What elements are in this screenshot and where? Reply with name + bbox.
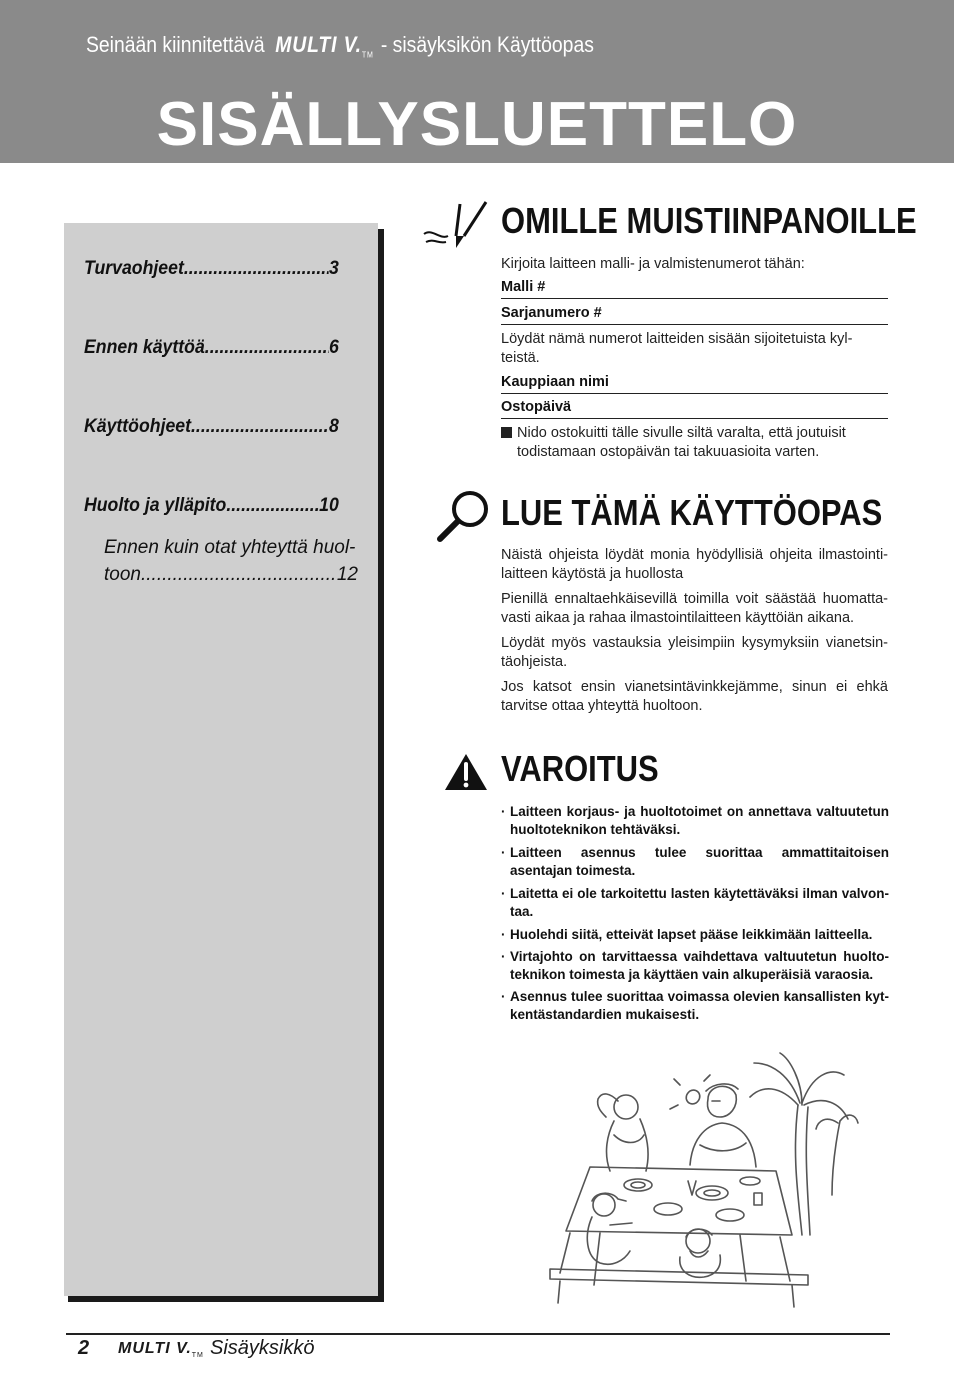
toc-entry-title: Ennen käyttöä [84, 337, 205, 358]
bullet: · [501, 949, 506, 964]
toc-leader [205, 337, 329, 359]
magnifier-icon [434, 488, 492, 544]
toc-entry-page: 6 [328, 337, 339, 358]
dealer-name-field[interactable]: Kauppiaan nimi [501, 374, 888, 394]
warning-item [501, 885, 889, 921]
warning-heading: VAROITUS [501, 748, 659, 789]
bullet: · [501, 804, 506, 819]
toc-subentry-page: 12 [336, 564, 358, 585]
toc-entry-title: Käyttöohjeet [84, 416, 192, 437]
warning-item-text: Laitetta ei ole tarkoitettu lasten käytettäväksi ilman valvon-taa. [510, 886, 889, 919]
number-location-text: Löydät nämä numerot laitteiden sisään sijoitetuista kyl-teistä. [501, 331, 853, 366]
read-paragraph: Pienillä ennaltaehkäisevillä toimilla voit säästää huomatta-vasti aikaa ja rahaa ilmastointilaitteen käyttöiän aikana. [501, 591, 888, 626]
page-number: 2 [78, 1337, 90, 1359]
page-title: SISÄLLYSLUETTELO [156, 90, 798, 159]
toc-entry-title: Turvaohjeet [84, 258, 184, 279]
pen-writing-icon [420, 196, 492, 252]
toc-panel [64, 223, 378, 1296]
subtitle-post: - sisäyksikön Käyttöopas [380, 32, 594, 57]
notes-intro: Kirjoita laitteen malli- ja valmistenumerot tähän: [501, 256, 805, 272]
header-band [0, 0, 954, 163]
read-paragraph: Näistä ohjeista löydät monia hyödyllisiä ohjeita ilmastointi-laitteen käytöstä ja huollosta [501, 547, 888, 582]
square-bullet-icon [501, 427, 512, 438]
purchase-date-field[interactable]: Ostopäivä [501, 399, 888, 419]
model-number-field[interactable]: Malli # [501, 279, 888, 299]
warning-item-text: Huolehdi siitä, etteivät lapset pääse leikkimään laitteella. [510, 927, 873, 942]
toc-entry-operation[interactable] [84, 416, 339, 438]
subtitle-pre: Seinään kiinnitettävä [86, 32, 265, 57]
toc-entry-safety[interactable] [84, 258, 339, 280]
bullet: · [501, 989, 506, 1004]
footer-rule [66, 1333, 890, 1335]
document-subtitle [86, 32, 594, 59]
notes-heading: OMILLE MUISTIINPANOILLE [501, 200, 917, 241]
serial-number-field[interactable]: Sarjanumero # [501, 305, 888, 325]
multi-v-logo [275, 32, 374, 60]
footer-section-label: Sisäyksikkö [210, 1337, 315, 1359]
footer-multi-v-logo [118, 1340, 204, 1359]
family-picnic-illustration [540, 1045, 860, 1310]
bullet: · [501, 886, 506, 901]
warning-item-text: Laitteen korjaus- ja huoltotoimet on annettava valtuutetun huoltoteknikon tehtäväksi. [510, 804, 889, 837]
toc-leader [141, 561, 337, 588]
warning-item [501, 926, 889, 944]
warning-item-text: Asennus tulee suorittaa voimassa olevien kansallisten kyt-kentästandardien mukaisesti. [510, 989, 889, 1022]
warning-item [501, 948, 889, 984]
logo-text: MULTI V. [275, 32, 362, 57]
read-paragraph: Jos katsot ensin vianetsintävinkkejämme, sinun ei ehkä tarvitse ottaa yhteyttä huoltoon. [501, 679, 888, 714]
toc-entry-page: 3 [328, 258, 339, 279]
toc-entry-title: Huolto ja ylläpito [84, 495, 227, 516]
toc-leader [184, 258, 329, 280]
toc-subentry-before-service[interactable] [104, 534, 358, 588]
toc-leader [226, 495, 319, 517]
read-manual-heading: LUE TÄMÄ KÄYTTÖOPAS [501, 492, 883, 533]
bullet: · [501, 845, 506, 860]
read-paragraph: Löydät myös vastauksia yleisimpiin kysymyksiin vianetsin-täohjeista. [501, 635, 888, 670]
bullet: · [501, 927, 506, 942]
receipt-note-text: Nido ostokuitti tälle sivulle siltä varalta, että joutuisit todistamaan ostopäivän tai takuuasioita varten. [517, 425, 846, 460]
logo-tm: TM [361, 50, 374, 60]
warning-triangle-icon [443, 752, 489, 792]
toc-entry-before-use[interactable] [84, 337, 339, 359]
footer-logo-text: MULTI V. [118, 1340, 192, 1357]
footer-logo-tm: TM [191, 1352, 204, 1360]
toc-subentry-line2: toon [104, 564, 141, 585]
receipt-note [501, 424, 888, 462]
warning-item [501, 844, 889, 880]
warning-item [501, 988, 889, 1024]
toc-entry-maintenance[interactable] [84, 495, 339, 517]
warning-item-text: Virtajohto on tarvittaessa vaihdettava valtuutetun huolto-teknikon toimesta ja käyttäen vain alkuperäisiä varaosia. [510, 949, 889, 982]
warning-item [501, 803, 889, 839]
warning-item-text: Laitteen asennus tulee suorittaa ammattitaitoisen asentajan toimesta. [510, 845, 889, 878]
toc-leader [191, 416, 329, 438]
toc-subentry-line1: Ennen kuin otat yhteyttä huol- [104, 537, 356, 558]
toc-entry-page: 8 [328, 416, 339, 437]
toc-entry-page: 10 [319, 495, 339, 516]
